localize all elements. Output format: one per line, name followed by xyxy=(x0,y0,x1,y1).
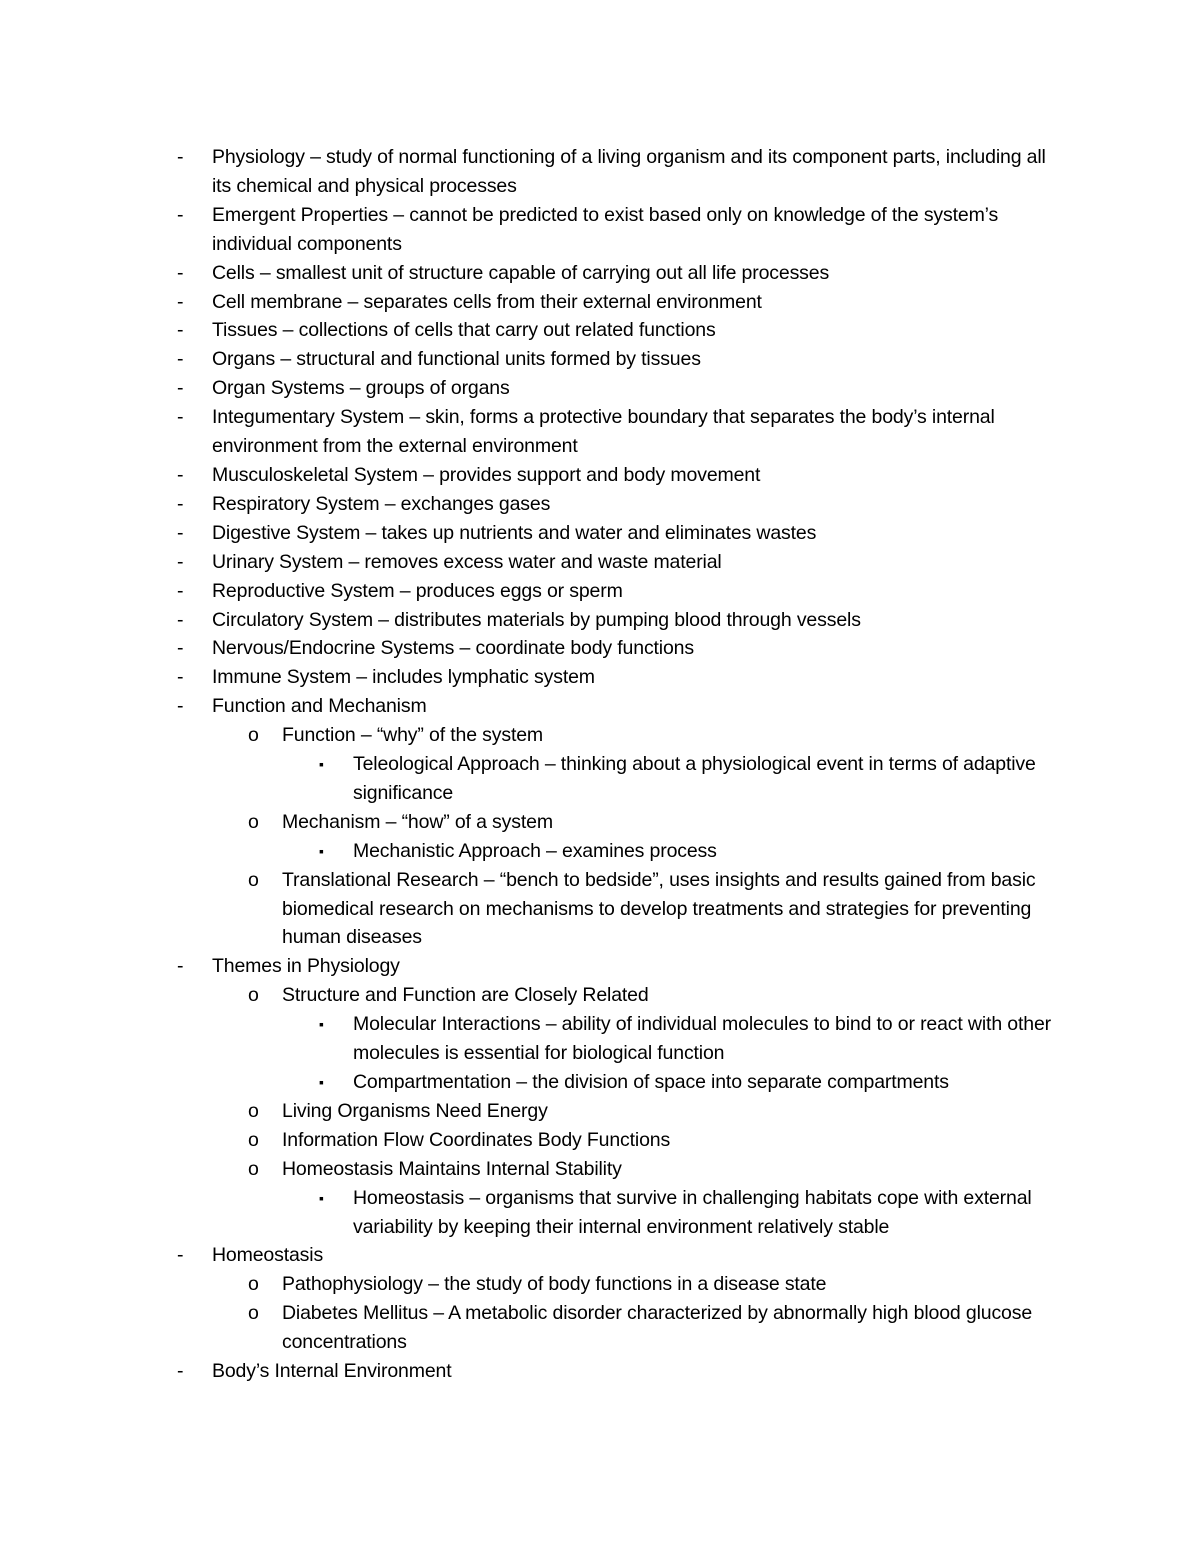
circle-bullet-icon: o xyxy=(248,724,259,747)
square-bullet-icon: ▪ xyxy=(319,756,324,773)
dash-bullet-icon: - xyxy=(177,579,184,602)
dash-bullet-icon: - xyxy=(177,1244,184,1267)
dash-bullet-icon: - xyxy=(177,695,184,718)
list-item-text: Diabetes Mellitus – A metabolic disorder characterized by abnormally high blood glucose concentrations xyxy=(282,1302,1033,1354)
list-item-text: Cell membrane – separates cells from their external environment xyxy=(212,290,762,313)
dash-bullet-icon: - xyxy=(177,608,184,631)
list-item-text: Pathophysiology – the study of body functions in a disease state xyxy=(282,1273,827,1296)
list-item-text: Immune System – includes lymphatic system xyxy=(212,666,595,689)
list-item-text: Teleological Approach – thinking about a physiological event in terms of adaptive significance xyxy=(353,753,1036,804)
list-item xyxy=(0,143,1055,201)
circle-bullet-icon: o xyxy=(248,868,259,891)
list-item-text: Mechanism – “how” of a system xyxy=(282,810,553,833)
list-item-text: Mechanistic Approach – examines process xyxy=(353,839,717,862)
list-item xyxy=(0,374,1055,403)
list-item xyxy=(0,808,1062,837)
list-item xyxy=(0,981,1062,1010)
square-bullet-icon: ▪ xyxy=(319,1074,324,1090)
dash-bullet-icon: - xyxy=(177,463,184,486)
list-item-text: Cells – smallest unit of structure capable of carrying out all life processes xyxy=(212,261,830,284)
list-item-text: Structure and Function are Closely Related xyxy=(282,984,649,1007)
list-item-text: Function and Mechanism xyxy=(212,695,427,718)
list-item-text: Body’s Internal Environment xyxy=(212,1360,452,1383)
list-item xyxy=(0,1357,1055,1386)
list-item xyxy=(0,721,1062,750)
list-item xyxy=(0,577,1055,606)
list-item-text: Information Flow Coordinates Body Functions xyxy=(282,1128,671,1151)
circle-bullet-icon: o xyxy=(248,1273,259,1296)
list-item-text: Homeostasis – organisms that survive in challenging habitats cope with external variability by keeping their internal environment relatively stable xyxy=(353,1186,1032,1238)
dash-bullet-icon: - xyxy=(177,203,184,226)
dash-bullet-icon: - xyxy=(177,319,184,342)
circle-bullet-icon: o xyxy=(248,1128,259,1151)
list-item xyxy=(0,837,1063,866)
list-item-text: Translational Research – “bench to bedside”, uses insights and results gained from basic biomedical research on mechanisms to develop treatments and strategies for preventing human diseases xyxy=(282,868,1036,949)
list-item-text: Urinary System – removes excess water and waste material xyxy=(212,550,722,573)
list-item-text: Compartmentation – the division of space into separate compartments xyxy=(353,1071,949,1093)
list-item xyxy=(0,750,1063,808)
list-item xyxy=(0,634,1055,663)
list-item-text: Circulatory System – distributes materials by pumping blood through vessels xyxy=(212,608,861,631)
list-item-text: Homeostasis xyxy=(212,1244,324,1267)
list-item xyxy=(0,1270,1062,1299)
list-item-text: Organ Systems – groups of organs xyxy=(212,377,510,400)
square-bullet-icon: ▪ xyxy=(319,842,324,859)
circle-bullet-icon: o xyxy=(248,810,259,833)
list-item xyxy=(0,1299,1062,1357)
notes-list xyxy=(0,143,1200,1386)
dash-bullet-icon: - xyxy=(177,955,184,978)
list-item-text: Molecular Interactions – ability of individual molecules to bind to or react with other molecules is essential for biological function xyxy=(353,1013,1051,1065)
list-item xyxy=(0,288,1055,317)
circle-bullet-icon: o xyxy=(248,1302,259,1325)
dash-bullet-icon: - xyxy=(177,377,184,400)
list-item-text: Respiratory System – exchanges gases xyxy=(212,492,551,515)
list-item-text: Function – “why” of the system xyxy=(282,724,544,747)
list-item xyxy=(0,201,1055,259)
circle-bullet-icon: o xyxy=(248,1157,259,1180)
list-item xyxy=(0,1068,1063,1097)
list-item-text: Organs – structural and functional units formed by tissues xyxy=(212,348,701,371)
list-item xyxy=(0,952,1055,981)
list-item-text: Physiology – study of normal functioning of a living organism and its component parts, including all its chemical and physical processes xyxy=(212,146,1046,197)
list-item xyxy=(0,606,1055,635)
dash-bullet-icon: - xyxy=(177,550,184,573)
dash-bullet-icon: - xyxy=(177,492,184,515)
dash-bullet-icon: - xyxy=(177,348,184,371)
square-bullet-icon: ▪ xyxy=(319,1016,324,1033)
list-item-text: Homeostasis Maintains Internal Stability xyxy=(282,1157,622,1180)
list-item xyxy=(0,1010,1063,1068)
list-item xyxy=(0,548,1055,577)
list-item xyxy=(0,519,1055,548)
dash-bullet-icon: - xyxy=(177,666,184,689)
list-item-text: Nervous/Endocrine Systems – coordinate body functions xyxy=(212,637,694,660)
list-item xyxy=(0,461,1055,490)
list-item-text: Reproductive System – produces eggs or sperm xyxy=(212,579,623,602)
list-item xyxy=(0,1184,1063,1242)
dash-bullet-icon: - xyxy=(177,1360,184,1383)
list-item xyxy=(0,692,1055,721)
dash-bullet-icon: - xyxy=(177,261,184,284)
list-item-text: Integumentary System – skin, forms a protective boundary that separates the body’s internal environment from the external environment xyxy=(212,406,995,458)
circle-bullet-icon: o xyxy=(248,1099,259,1122)
dash-bullet-icon: - xyxy=(177,637,184,660)
list-item-text: Musculoskeletal System – provides support and body movement xyxy=(212,463,761,486)
list-item xyxy=(0,259,1055,288)
list-item xyxy=(0,1097,1062,1126)
dash-bullet-icon: - xyxy=(177,146,184,168)
list-item-text: Living Organisms Need Energy xyxy=(282,1099,548,1122)
list-item-text: Tissues – collections of cells that carry out related functions xyxy=(212,319,716,342)
list-item xyxy=(0,1126,1062,1155)
list-item xyxy=(0,345,1055,374)
list-item xyxy=(0,316,1055,345)
dash-bullet-icon: - xyxy=(177,406,184,429)
list-item xyxy=(0,1155,1062,1184)
list-item-text: Digestive System – takes up nutrients and water and eliminates wastes xyxy=(212,521,817,544)
list-item xyxy=(0,490,1055,519)
list-item xyxy=(0,866,1062,953)
list-item-text: Emergent Properties – cannot be predicted to exist based only on knowledge of the system’s individual components xyxy=(212,203,999,255)
dash-bullet-icon: - xyxy=(177,521,184,544)
list-item xyxy=(0,1241,1055,1270)
dash-bullet-icon: - xyxy=(177,290,184,313)
list-item-text: Themes in Physiology xyxy=(212,955,400,978)
list-item xyxy=(0,403,1055,461)
square-bullet-icon: ▪ xyxy=(319,1189,324,1206)
list-item xyxy=(0,663,1055,692)
circle-bullet-icon: o xyxy=(248,984,259,1007)
